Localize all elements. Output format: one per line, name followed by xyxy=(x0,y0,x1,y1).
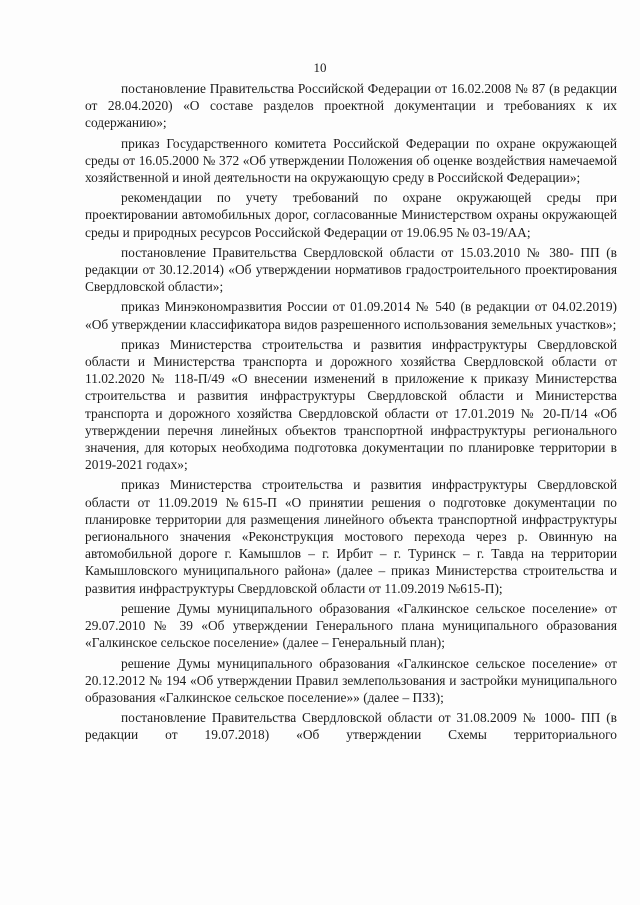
paragraph-decree-87: постановление Правительства Российской Федерации от 16.02.2008 № 87 (в редакции от 28.04.2020) «О составе разделов проектной документации и требованиях к их содержанию»; xyxy=(85,81,617,131)
paragraph-pzz: решение Думы муниципального образования «Галкинское сельское поселение» от 20.12.2012 № 194 «Об утверждении Правил землепользования и застройки муниципального образования «Галкинское сельское поселение»» (далее – ПЗЗ); xyxy=(85,655,617,705)
paragraph-order-615: приказ Министерства строительства и развития инфраструктуры Свердловской области от 11.09.2019 №615-П «О принятии решения о подготовке документации по планировке территории для размещения линейного объекта транспортной инфраструктуры регионального значения «Реконструкция мостового перехода через р. Овинную на автомобильной дороге г. Камышлов – г. Ирбит – г. Туринск – г. Тавда на территории Камышловского муниципального района» (далее – приказ Министерства строительства и развития инфраструктуры Свердловской области от 11.09.2019 №615-П); xyxy=(85,477,617,596)
paragraph-decree-1000: постановление Правительства Свердловской области от 31.08.2009 № 1000- ПП (в редакции от 19.07.2018) «Об утверждении Схемы территориального xyxy=(85,710,617,743)
paragraph-order-540: приказ Минэкономразвития России от 01.09.2014 № 540 (в редакции от 04.02.2019) «Об утверждении классификатора видов разрешенного использования земельных участков»; xyxy=(85,299,617,332)
document-body xyxy=(85,80,617,744)
paragraph-order-118: приказ Министерства строительства и развития инфраструктуры Свердловской области и Министерства транспорта и дорожного хозяйства Свердловской области от 11.02.2020 № 118-П/49 «О внесении изменений в приложение к приказу Министерства строительства и развития инфраструктуры Свердловской области и Министерства транспорта и дорожного хозяйства Свердловской области от 17.01.2019 № 20-П/14 «Об утверждении перечня линейных объектов транспортной инфраструктуры регионального значения, для которых необходима подготовка документации по планировке территории в 2019-2021 годах»; xyxy=(85,336,617,473)
paragraph-general-plan: решение Думы муниципального образования «Галкинское сельское поселение» от 29.07.2010 № 39 «Об утверждении Генерального плана муниципального образования «Галкинское сельское поселение» (далее – Генеральный план); xyxy=(85,600,617,651)
paragraph-decree-380: постановление Правительства Свердловской области от 15.03.2010 № 380- ПП (в редакции от 30.12.2014) «Об утверждении нормативов градостроительного проектирования Свердловской области»; xyxy=(85,244,617,295)
paragraph-road-recommendations: рекомендации по учету требований по охране окружающей среды при проектировании автомобильных дорог, согласованные Министерством охраны окружающей среды и природных ресурсов Российской Федерации от 19.06.95 № 03-19/АА; xyxy=(85,190,617,240)
page-number: 10 xyxy=(313,60,327,75)
paragraph-order-372: приказ Государственного комитета Российской Федерации по охране окружающей среды от 16.05.2000 № 372 «Об утверждении Положения об оценке воздействия намечаемой хозяйственной и иной деятельности на окружающую среду в Российской Федерации»; xyxy=(85,135,617,186)
